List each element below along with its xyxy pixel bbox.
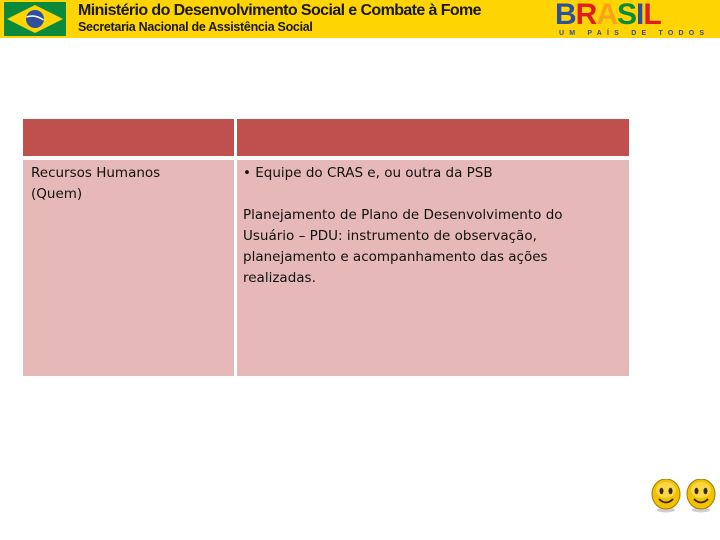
secretariat-title: Secretaria Nacional de Assistência Social [78,20,313,34]
brasil-letter: S [617,0,637,31]
brasil-logo [555,0,720,38]
smiley-icon [651,479,681,513]
header-cell-left [23,119,234,156]
ministry-title: Ministério do Desenvolvimento Social e Combate à Fome [78,2,481,19]
header-banner [0,0,720,38]
brazil-flag-icon [4,2,66,36]
brasil-letter: A [596,0,618,31]
brasil-letter: B [555,0,576,31]
brasil-tagline: UM PAÍS DE TODOS [559,30,710,37]
brasil-letter: I [636,0,644,31]
header-cell-right [237,119,629,156]
brasil-letter: L [643,0,661,31]
table-header-row [22,118,630,158]
bullet-item: • Equipe do CRAS e, ou outra da PSB [243,165,493,181]
brasil-letters [555,0,661,30]
row-label: Recursos Humanos (Quem) [31,165,161,202]
table-row [22,158,630,378]
smiley-icon [686,479,716,513]
content-cell [237,160,629,376]
row-description: Planejamento de Plano de Desenvolvimento do Usuário – PDU: instrumento de observação, planejamento e acompanhamento das ações realizadas. [243,207,563,286]
label-cell [23,160,234,376]
brasil-letter: R [575,0,597,31]
info-table [22,118,630,378]
